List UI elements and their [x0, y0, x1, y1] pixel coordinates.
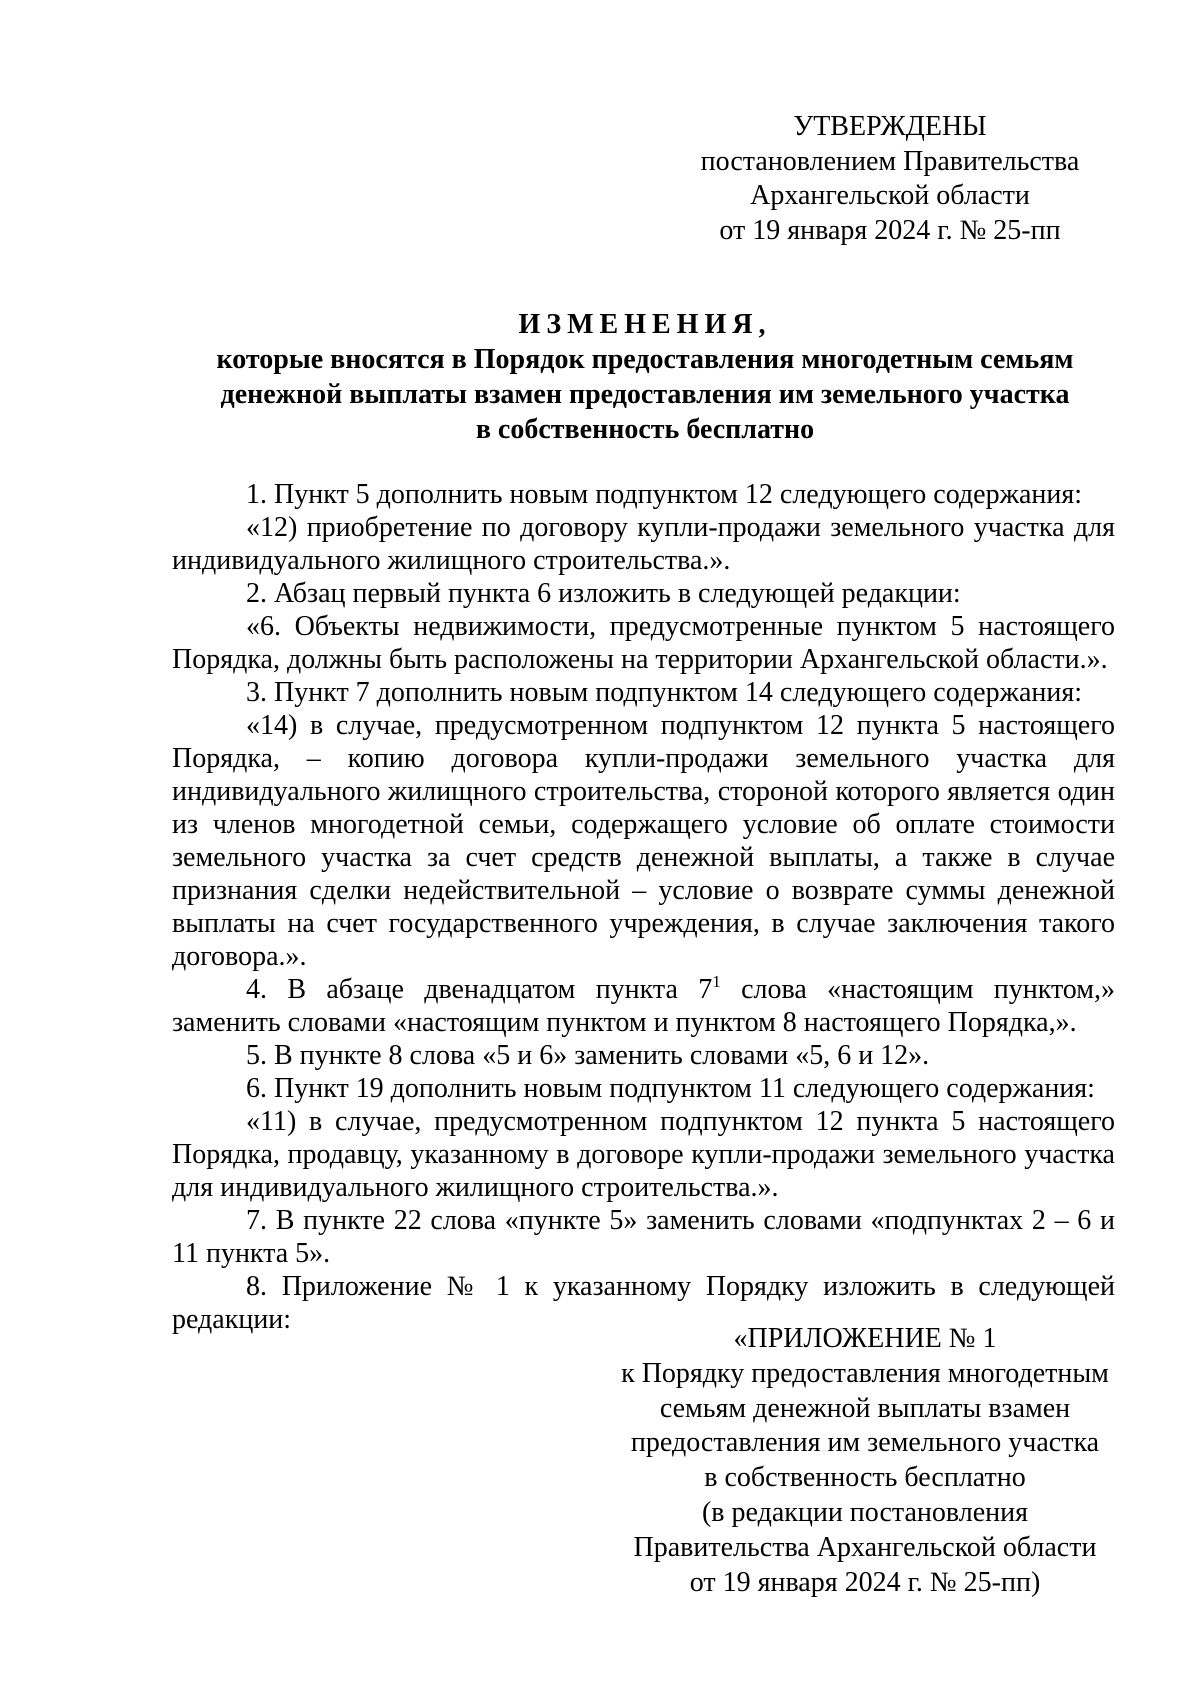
title-line: которые вносятся в Порядок предоставления многодетным семьям — [216, 344, 1074, 375]
paragraph: «6. Объекты недвижимости, предусмотренные пунктом 5 настоящего Порядка, должны быть расположены на территории Архангельской области.». — [172, 611, 1115, 675]
appendix-block — [600, 1322, 1130, 1600]
paragraph: 5. В пункте 8 слова «5 и 6» заменить словами «5, 6 и 12». — [246, 1040, 930, 1071]
paragraph: 6. Пункт 19 дополнить новым подпунктом 11 следующего содержания: — [246, 1073, 1095, 1104]
appendix-line: к Порядку предоставления многодетным — [621, 1357, 1109, 1389]
approval-line: Архангельской области — [750, 180, 1030, 212]
paragraph: 8. Приложение № 1 к указанному Порядку изложить в следующей редакции: — [172, 1271, 1115, 1335]
paragraph-text: 4. В абзаце двенадцатом пункта 7 — [246, 974, 713, 1005]
paragraph: 1. Пункт 5 дополнить новым подпунктом 12 следующего содержания: — [246, 479, 1082, 510]
paragraph-text: слова «настоящим пунктом,» заменить словами «настоящим пунктом и пунктом 8 настоящего Порядка,». — [172, 974, 1115, 1038]
paragraph: «12) приобретение по договору купли-продажи земельного участка для индивидуального жилищного строительства.». — [172, 512, 1115, 576]
paragraph — [172, 973, 1115, 1039]
appendix-line: Правительства Архангельской области — [633, 1531, 1097, 1563]
appendix-heading: «ПРИЛОЖЕНИЕ № 1 — [733, 1323, 997, 1354]
document-body — [172, 478, 1115, 1336]
approval-heading: УТВЕРЖДЕНЫ — [793, 111, 987, 142]
paragraph: «14) в случае, предусмотренном подпунктом 12 пункта 5 настоящего Порядка, – копию договора купли-продажи земельного участка для индивидуального жилищного строительства, стороной которого является один из членов многодетной семьи, содержащего условие об оплате стоимости земельного участка за счет средств денежной выплаты, а также в случае признания сделки недействительной – условие о возврате суммы денежной выплаты на счет государственного учреждения, в случае заключения такого договора.». — [172, 710, 1115, 972]
document-title — [178, 307, 1112, 447]
paragraph: «11) в случае, предусмотренном подпунктом 12 пункта 5 настоящего Порядка, продавцу, указанному в договоре купли-продажи земельного участка для индивидуального жилищного строительства.». — [172, 1106, 1115, 1203]
title-line: в собственность бесплатно — [475, 414, 815, 445]
superscript: 1 — [712, 972, 721, 991]
title-main: ИЗМЕНЕНИЯ, — [518, 309, 772, 340]
title-line: денежной выплаты взамен предоставления им земельного участка — [220, 379, 1070, 410]
paragraph: 2. Абзац первый пункта 6 изложить в следующей редакции: — [246, 578, 961, 609]
appendix-line: семьям денежной выплаты взамен — [659, 1392, 1071, 1424]
paragraph: 7. В пункте 22 слова «пункте 5» заменить словами «подпунктах 2 – 6 и 11 пункта 5». — [172, 1205, 1115, 1269]
approval-block — [690, 110, 1090, 248]
appendix-line: (в редакции постановления — [701, 1496, 1029, 1528]
approval-date-line: от 19 января 2024 г. № 25-пп — [719, 214, 1061, 246]
appendix-line: от 19 января 2024 г. № 25-пп) — [689, 1566, 1041, 1598]
appendix-line: предоставления им земельного участка — [630, 1427, 1100, 1459]
approval-line: постановлением Правительства — [700, 145, 1080, 177]
paragraph: 3. Пункт 7 дополнить новым подпунктом 14 следующего содержания: — [246, 677, 1082, 708]
appendix-line: в собственность бесплатно — [704, 1462, 1026, 1494]
